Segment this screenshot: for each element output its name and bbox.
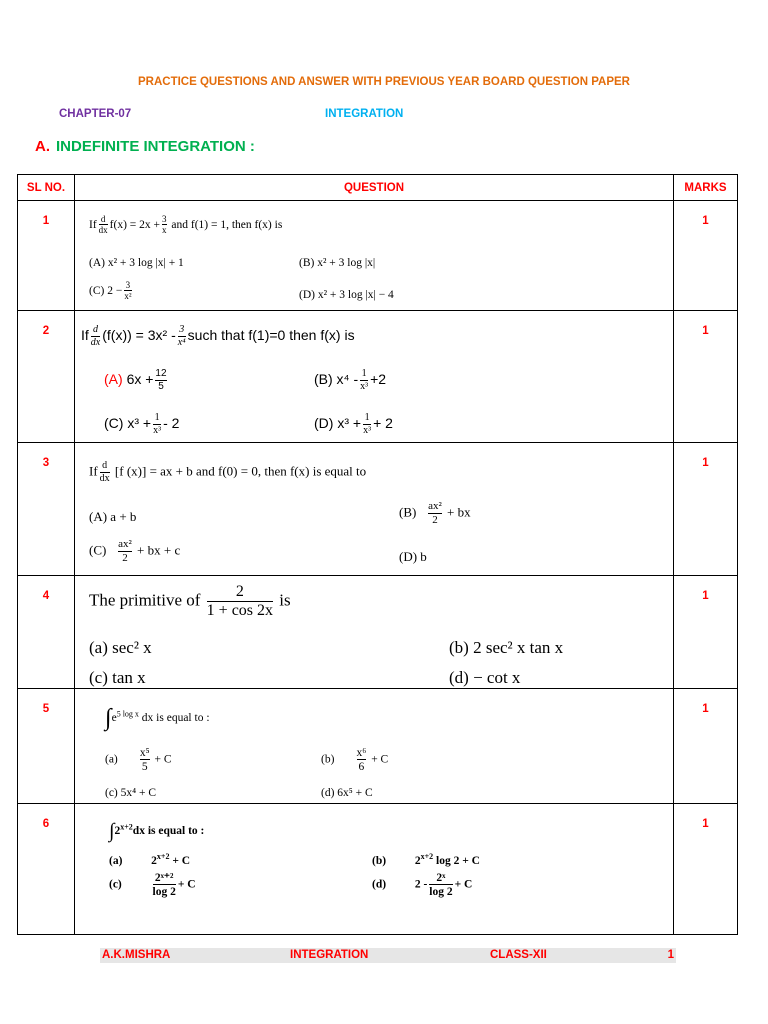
questions-table [17, 174, 738, 935]
option-b: (B) x² + 3 log |x| [299, 257, 376, 269]
option-c: (C) $\frac{\text{ax²}}{2}$ + bx + c [89, 538, 181, 564]
marks-value: 1 [702, 703, 709, 715]
marks-value: 1 [702, 818, 709, 830]
header-sl-no: SL NO. [18, 175, 75, 201]
footer-page-number: 1 [667, 949, 674, 961]
section-heading [35, 138, 255, 155]
option-c: (C) x³ + $\frac{1}{\text{x³}}$ - 2 [104, 412, 180, 436]
option-a: (a) sec² x [89, 638, 152, 657]
integral-sign: ∫ [105, 705, 112, 731]
option-b: (b) $2^{x+2}$ log 2 + C [372, 852, 480, 867]
marks-value: 1 [702, 590, 709, 602]
question-stem: If $\frac{d}{dx}$ (f(x)) = 3x² - $\frac{3}{\text{x⁴}}$ such that f(1)=0 then f(x) is [81, 324, 355, 348]
option-a: (A) 6x + $\frac{12}{5}$ [104, 368, 167, 392]
table-row [18, 311, 738, 443]
table-row [18, 201, 738, 311]
option-d: (D) x² + 3 log |x| − 4 [299, 289, 394, 301]
option-c: (c) tan x [89, 668, 146, 687]
serial-number: 1 [42, 215, 50, 227]
table-row [18, 804, 738, 935]
option-a: (a) $\frac{\text{x⁵}}{5}$ + C [105, 747, 172, 774]
serial-number: 5 [42, 703, 50, 715]
section-title: INDEFINITE INTEGRATION : [56, 138, 255, 155]
integral-sign: ∫ [109, 820, 115, 842]
question-cell [75, 201, 674, 311]
chapter-label: CHAPTER-07 [59, 108, 132, 120]
option-a: (A) a + b [89, 509, 137, 524]
header-question: QUESTION [75, 175, 674, 201]
table-row [18, 443, 738, 576]
topic-label: INTEGRATION [325, 108, 404, 120]
footer-topic: INTEGRATION [290, 949, 369, 961]
option-d: (D) x³ + $\frac{1}{\text{x³}}$ + 2 [314, 412, 393, 436]
question-stem: The primitive of $\frac{2}{1 + \cos 2x}$ is [89, 583, 291, 619]
serial-number: 3 [42, 457, 50, 469]
option-d: (d) 2 - $\frac{\text{2ˣ}}{\log 2}$ + C [372, 872, 473, 899]
question-stem: $\int 2^{x+2}dx$ is equal to : [109, 820, 205, 842]
table-row [18, 576, 738, 689]
question-cell [75, 689, 674, 804]
question-stem: $\int e^{5 log x}$ dx is equal to : [105, 705, 210, 731]
option-d: (D) b [399, 549, 427, 564]
serial-number: 6 [42, 818, 50, 830]
question-stem: If $\frac{d}{dx}$ [f (x)] = ax + b and f(0) = 0, then f(x) is equal to [89, 460, 367, 484]
option-c: (c) $\frac{\text{2ˣ⁺²}}{\log 2}$ + C [109, 872, 196, 899]
question-cell [75, 311, 674, 443]
header-marks: MARKS [674, 175, 738, 201]
serial-number: 2 [42, 325, 50, 337]
question-cell [75, 443, 674, 576]
option-b: (b) 2 sec² x tan x [449, 638, 564, 657]
option-b: (B) $\frac{\text{ax²}}{2}$ + bx [399, 500, 471, 526]
option-c: (C) 2 − $\frac{3}{\text{x²}}$ [89, 280, 132, 302]
marks-value: 1 [702, 457, 709, 469]
option-d: (d) − cot x [449, 668, 521, 687]
footer-class: CLASS-XII [490, 949, 547, 961]
option-a: (A) x² + 3 log |x| + 1 [89, 257, 184, 269]
table-header-row [18, 175, 738, 201]
section-letter: A. [35, 138, 50, 155]
option-d: (d) 6x⁵ + C [321, 787, 373, 799]
option-b: (b) $\frac{\text{x⁶}}{6}$ + C [321, 747, 389, 774]
question-cell [75, 804, 674, 935]
option-a: (a) $2^{x+2} + C$ [109, 852, 191, 867]
question-cell [75, 576, 674, 689]
table-row [18, 689, 738, 804]
serial-number: 4 [42, 590, 50, 602]
marks-value: 1 [702, 215, 709, 227]
footer-author: A.K.MISHRA [102, 949, 171, 961]
document-title: PRACTICE QUESTIONS AND ANSWER WITH PREVIOUS YEAR BOARD QUESTION PAPER [138, 76, 630, 88]
marks-value: 1 [702, 325, 709, 337]
question-stem: If $\frac{d}{dx}$ f(x) = 2x + $\frac{3}{x}$ and f(1) = 1, then f(x) is [89, 214, 283, 236]
option-b: (B) x⁴ - $\frac{1}{\text{x³}}$ +2 [314, 368, 387, 392]
option-c: (c) 5x⁴ + C [105, 787, 157, 799]
page-footer [100, 948, 676, 963]
